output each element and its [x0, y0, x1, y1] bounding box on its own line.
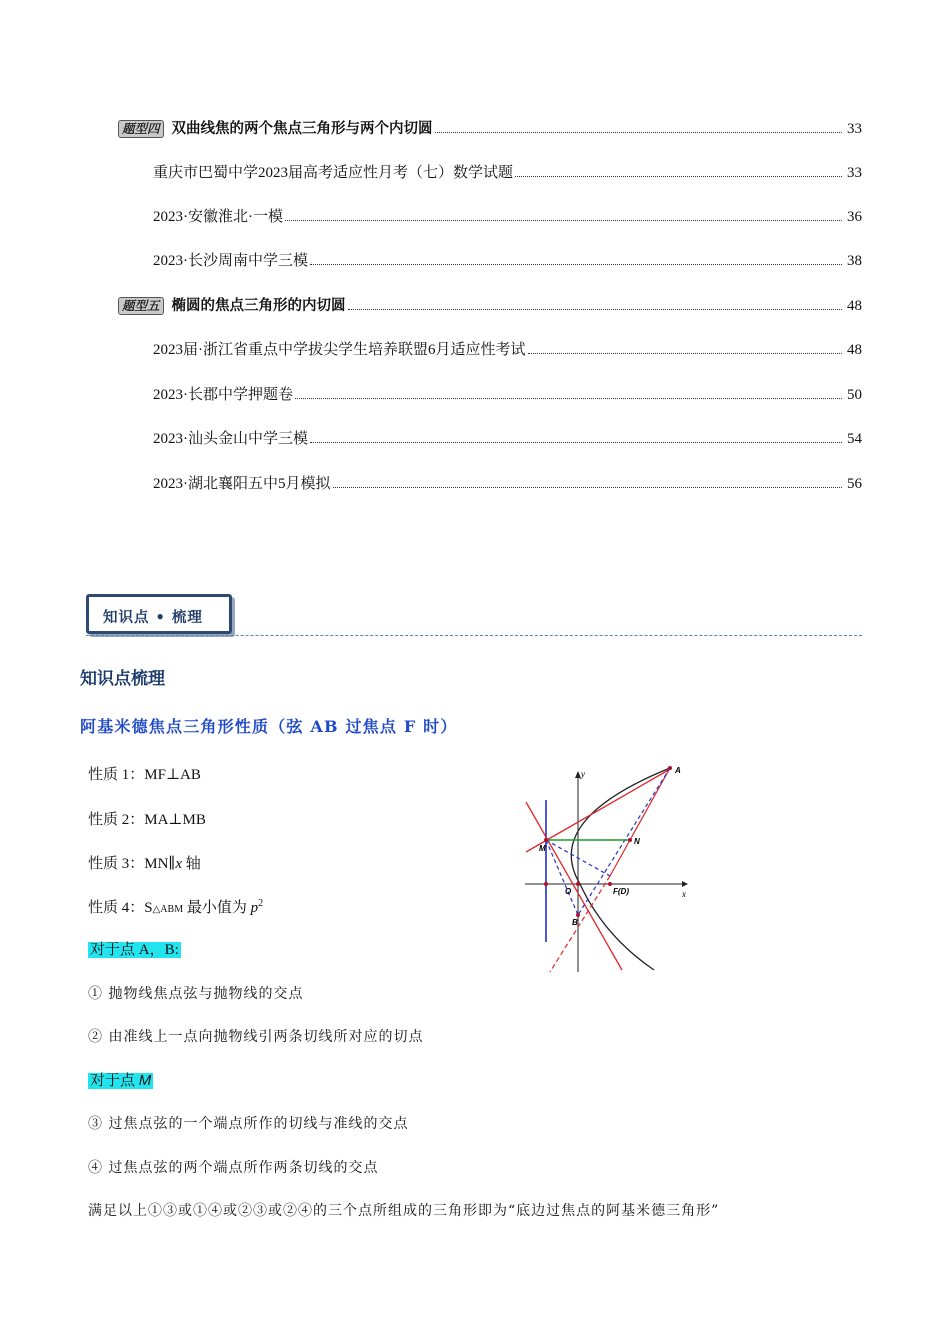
property-label: 性质 3：	[88, 856, 145, 872]
toc-page: 48	[847, 298, 862, 314]
toc-badge: 题型五	[118, 297, 164, 315]
toc-leader	[515, 176, 842, 177]
point-m	[544, 838, 548, 842]
property-s: S	[144, 900, 153, 916]
toc-entry[interactable]	[118, 117, 862, 139]
toc-title: 2023·长沙周南中学三模	[153, 253, 308, 269]
toc-entry[interactable]	[153, 161, 862, 183]
point-a	[668, 766, 672, 770]
toc-title: 2023·湖北襄阳五中5月模拟	[153, 476, 331, 492]
item-1: ① 抛物线焦点弦与抛物线的交点	[88, 986, 304, 1002]
tangent-line-b	[526, 802, 622, 970]
toc-page: 56	[847, 476, 862, 492]
toc-page: 36	[847, 209, 862, 225]
subheading: 阿基米德焦点三角形性质（弦 AB 过焦点 F 时）	[80, 717, 458, 736]
property-p: p	[250, 900, 259, 916]
point-m-label	[88, 1069, 153, 1090]
focal-chord-red	[610, 768, 670, 876]
toc-page: 48	[847, 342, 862, 358]
summary-text: 满足以上①③或①④或②③或②④的三个点所组成的三角形即为“底边过焦点的阿基米德三角形”	[88, 1203, 720, 1219]
section-divider	[86, 635, 862, 636]
toc-entry[interactable]	[153, 338, 862, 360]
highlight-label	[88, 1073, 153, 1089]
mb-dashed	[546, 840, 578, 915]
label-a: A	[675, 766, 681, 775]
toc-title: 2023届·浙江省重点中学拔尖学生培养联盟6月适应性考试	[153, 342, 526, 358]
toc-entry[interactable]	[153, 383, 862, 405]
point-n	[628, 838, 632, 842]
parabola-curve	[571, 768, 670, 970]
x-axis-arrow	[682, 881, 688, 887]
toc-entry[interactable]	[153, 205, 862, 227]
property-label: 性质 1：	[88, 767, 145, 783]
page-heading: 知识点梳理	[80, 669, 165, 688]
property-value: MF⊥AB	[144, 767, 201, 783]
toc-entry[interactable]	[153, 472, 862, 494]
point-o	[576, 882, 580, 886]
toc-leader	[333, 487, 843, 488]
toc-entry[interactable]	[118, 294, 862, 316]
point-b	[576, 913, 580, 917]
label-b: B	[572, 918, 578, 927]
toc-entry[interactable]	[153, 249, 862, 271]
item-4: ④ 过焦点弦的两个端点所作两条切线的交点	[88, 1160, 379, 1176]
property-label: 性质 4：	[88, 900, 145, 916]
toc-leader	[310, 442, 842, 443]
toc-title: 2023·汕头金山中学三模	[153, 431, 308, 447]
toc-page: 33	[847, 121, 862, 137]
toc-title: 重庆市巴蜀中学2023届高考适应性月考（七）数学试题	[153, 165, 514, 181]
toc-title: 2023·长郡中学押题卷	[153, 387, 293, 403]
property-2	[88, 808, 206, 829]
toc-leader	[295, 398, 842, 399]
property-1	[88, 763, 201, 784]
parabola-diagram	[522, 760, 692, 975]
focal-chord-ext	[550, 876, 610, 972]
label-m: M	[539, 844, 546, 853]
toc-leader	[348, 309, 842, 310]
point-f	[608, 882, 612, 886]
toc-entry[interactable]	[153, 427, 862, 449]
toc-title: 双曲线焦的两个焦点三角形与两个内切圆	[171, 121, 433, 137]
item-3: ③ 过焦点弦的一个端点所作的切线与准线的交点	[88, 1116, 409, 1132]
toc-leader	[310, 264, 842, 265]
highlight-text: 对于点	[90, 1073, 139, 1089]
toc-title: 椭圆的焦点三角形的内切圆	[171, 298, 346, 314]
toc-page: 54	[847, 431, 862, 447]
label-y: y	[581, 769, 585, 779]
property-var: x	[175, 856, 183, 872]
toc-page: 33	[847, 165, 862, 181]
label-n: N	[634, 837, 640, 846]
property-3	[88, 852, 201, 873]
highlight-label: 对于点 A，B:	[90, 942, 179, 958]
property-text: 最小值为	[183, 900, 251, 916]
property-label: 性质 2：	[88, 812, 145, 828]
toc-title: 2023·安徽淮北·一模	[153, 209, 283, 225]
toc-page: 38	[847, 253, 862, 269]
toc-badge: 题型四	[118, 120, 164, 138]
point-d	[544, 882, 548, 886]
section-box-label: 知识点 • 梳理	[103, 609, 203, 626]
highlight-var: M	[138, 1072, 152, 1089]
property-sup: 2	[258, 898, 264, 909]
property-value: MN∥	[144, 856, 176, 872]
property-4	[88, 896, 263, 917]
label-f: F(D)	[613, 887, 629, 896]
toc-page: 50	[847, 387, 862, 403]
points-ab-label	[88, 938, 181, 959]
property-value: MA⊥MB	[144, 812, 206, 828]
toc-leader	[285, 220, 842, 221]
item-2: ② 由准线上一点向抛物线引两条切线所对应的切点	[88, 1029, 424, 1045]
toc-leader	[435, 132, 842, 133]
toc-leader	[528, 353, 843, 354]
property-sub: △ABM	[152, 904, 184, 915]
label-x: x	[682, 889, 686, 899]
label-o: O	[565, 887, 572, 896]
property-tail: 轴	[182, 856, 201, 872]
section-box	[86, 594, 232, 634]
